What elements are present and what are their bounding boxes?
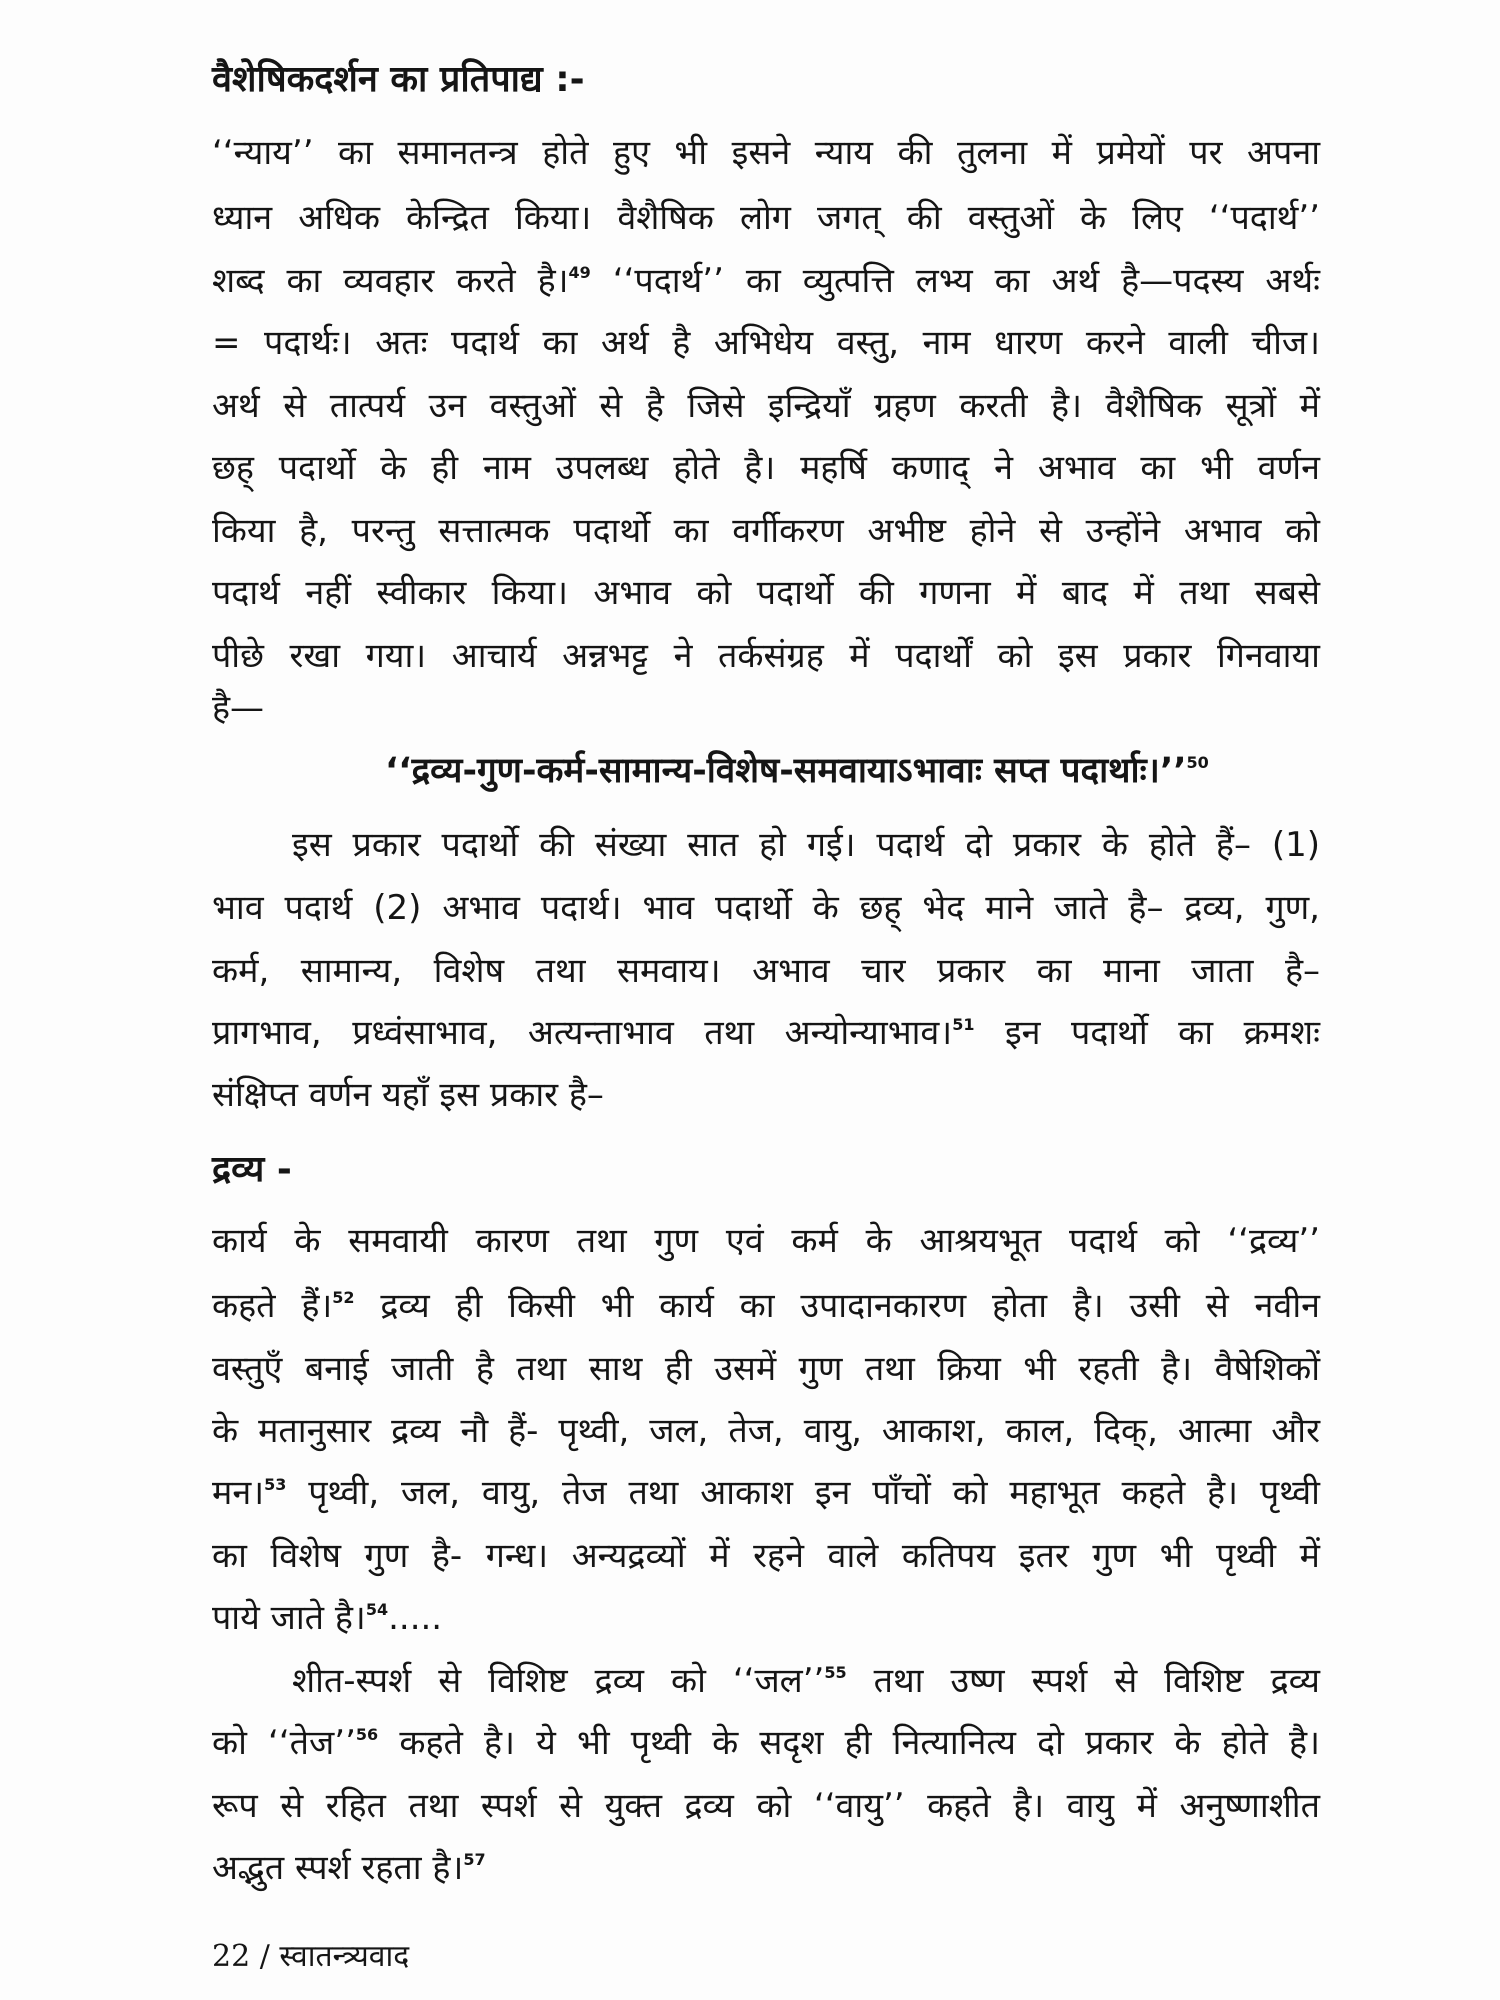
- footnote-ref: 56: [355, 1725, 379, 1744]
- paragraph-line: छह् पदार्थो के ही नाम उपलब्ध होते है। महर्षि कणाद् ने अभाव का भी वर्णन: [212, 448, 1320, 488]
- sutra-quote: ‘‘द्रव्य-गुण-कर्म-सामान्य-विशेष-समवायाऽभावाः सप्त पदार्थाः।’’$^{50}$: [385, 751, 1209, 791]
- footnote-ref: 49: [568, 263, 591, 282]
- paragraph-line: ध्यान अधिक केन्द्रित किया। वैशैषिक लोग जगत् की वस्तुओं के लिए ‘‘पदार्थ’’: [212, 198, 1320, 238]
- paragraph-line: ‘‘न्याय’’ का समानतन्त्र होते हुए भी इसने न्याय की तुलना में प्रमेयों पर अपना: [212, 133, 1320, 173]
- footnote-ref: 54: [365, 1600, 389, 1619]
- paragraph-line: किया है, परन्तु सत्तात्मक पदार्थो का वर्गीकरण अभीष्ट होने से उन्होंने अभाव को: [212, 511, 1320, 551]
- paragraph-line: कर्म, सामान्य, विशेष तथा समवाय। अभाव चार प्रकार का माना जाता है–: [212, 951, 1320, 991]
- page-footer: 22 / स्वातन्त्र्यवाद: [212, 1939, 410, 1974]
- paragraph-line: है—: [212, 688, 265, 728]
- footnote-ref: 50: [1186, 753, 1209, 772]
- paragraph-line: कहते हैं।$^{52}$ द्रव्य ही किसी भी कार्य का उपादानकारण होता है। उसी से नवीन: [212, 1286, 1320, 1326]
- paragraph-line: प्रागभाव, प्रध्वंसाभाव, अत्यन्ताभाव तथा अन्योन्याभाव।$^{51}$ इन पदार्थो का क्रमशः: [212, 1013, 1321, 1053]
- paragraph-line: को ‘‘तेज’’$^{56}$ कहते है। ये भी पृथ्वी के सदृश ही नित्यानित्य दो प्रकार के होते है।: [212, 1723, 1321, 1763]
- footnote-ref: 53: [264, 1475, 287, 1494]
- paragraph-line: रूप से रहित तथा स्पर्श से युक्त द्रव्य को ‘‘वायु’’ कहते है। वायु में अनुष्णाशीत: [212, 1786, 1320, 1826]
- paragraph-line: मन।$^{53}$ पृथ्वी, जल, वायु, तेज तथा आकाश इन पाँचों को महाभूत कहते है। पृथ्वी: [212, 1473, 1320, 1513]
- section-heading-pratipadya: वैशेषिकदर्शन का प्रतिपाद्य :-: [212, 59, 585, 100]
- footnote-ref: 55: [824, 1663, 847, 1682]
- paragraph-line: संक्षिप्त वर्णन यहाँ इस प्रकार है–: [212, 1075, 604, 1115]
- footnote-ref: 51: [952, 1015, 975, 1034]
- paragraph-line: शीत-स्पर्श से विशिष्ट द्रव्य को ‘‘जल’’$^{55}$ तथा उष्ण स्पर्श से विशिष्ट द्रव्य: [292, 1661, 1320, 1701]
- paragraph-line: भाव पदार्थ (2) अभाव पदार्थ। भाव पदार्थो के छह् भेद माने जाते है– द्रव्य, गुण,: [212, 888, 1320, 928]
- section-heading-dravya: द्रव्य -: [212, 1149, 292, 1190]
- paragraph-line: पाये जाते है।$^{54}$.....: [212, 1598, 443, 1638]
- paragraph-line: पीछे रखा गया। आचार्य अन्नभट्ट ने तर्कसंग्रह में पदार्थों को इस प्रकार गिनवाया: [212, 636, 1320, 676]
- footnote-ref: 57: [463, 1850, 486, 1869]
- paragraph-line: = पदार्थः। अतः पदार्थ का अर्थ है अभिधेय वस्तु, नाम धारण करने वाली चीज।: [212, 323, 1320, 363]
- paragraph-line: वस्तुएँ बनाई जाती है तथा साथ ही उसमें गुण तथा क्रिया भी रहती है। वैषेशिकों: [212, 1349, 1320, 1389]
- paragraph-line: अद्भुत स्पर्श रहता है।$^{57}$: [212, 1848, 486, 1888]
- paragraph-line: के मतानुसार द्रव्य नौ हैं- पृथ्वी, जल, तेज, वायु, आकाश, काल, दिक्, आत्मा और: [212, 1411, 1320, 1451]
- paragraph-line: पदार्थ नहीं स्वीकार किया। अभाव को पदार्थो की गणना में बाद में तथा सबसे: [212, 573, 1320, 613]
- paragraph-line: कार्य के समवायी कारण तथा गुण एवं कर्म के आश्रयभूत पदार्थ को ‘‘द्रव्य’’: [212, 1221, 1320, 1261]
- paragraph-line: का विशेष गुण है- गन्ध। अन्यद्रव्यों में रहने वाले कतिपय इतर गुण भी पृथ्वी में: [212, 1536, 1320, 1576]
- paragraph-line: इस प्रकार पदार्थो की संख्या सात हो गई। पदार्थ दो प्रकार के होते हैं– (1): [292, 825, 1320, 865]
- paragraph-line: शब्द का व्यवहार करते है।$^{49}$ ‘‘पदार्थ’’ का व्युत्पत्ति लभ्य का अर्थ है—पदस्य अर्थः: [212, 261, 1321, 301]
- paragraph-line: अर्थ से तात्पर्य उन वस्तुओं से है जिसे इन्द्रियाँ ग्रहण करती है। वैशैषिक सूत्रों में: [212, 386, 1320, 426]
- footnote-ref: 52: [332, 1288, 355, 1307]
